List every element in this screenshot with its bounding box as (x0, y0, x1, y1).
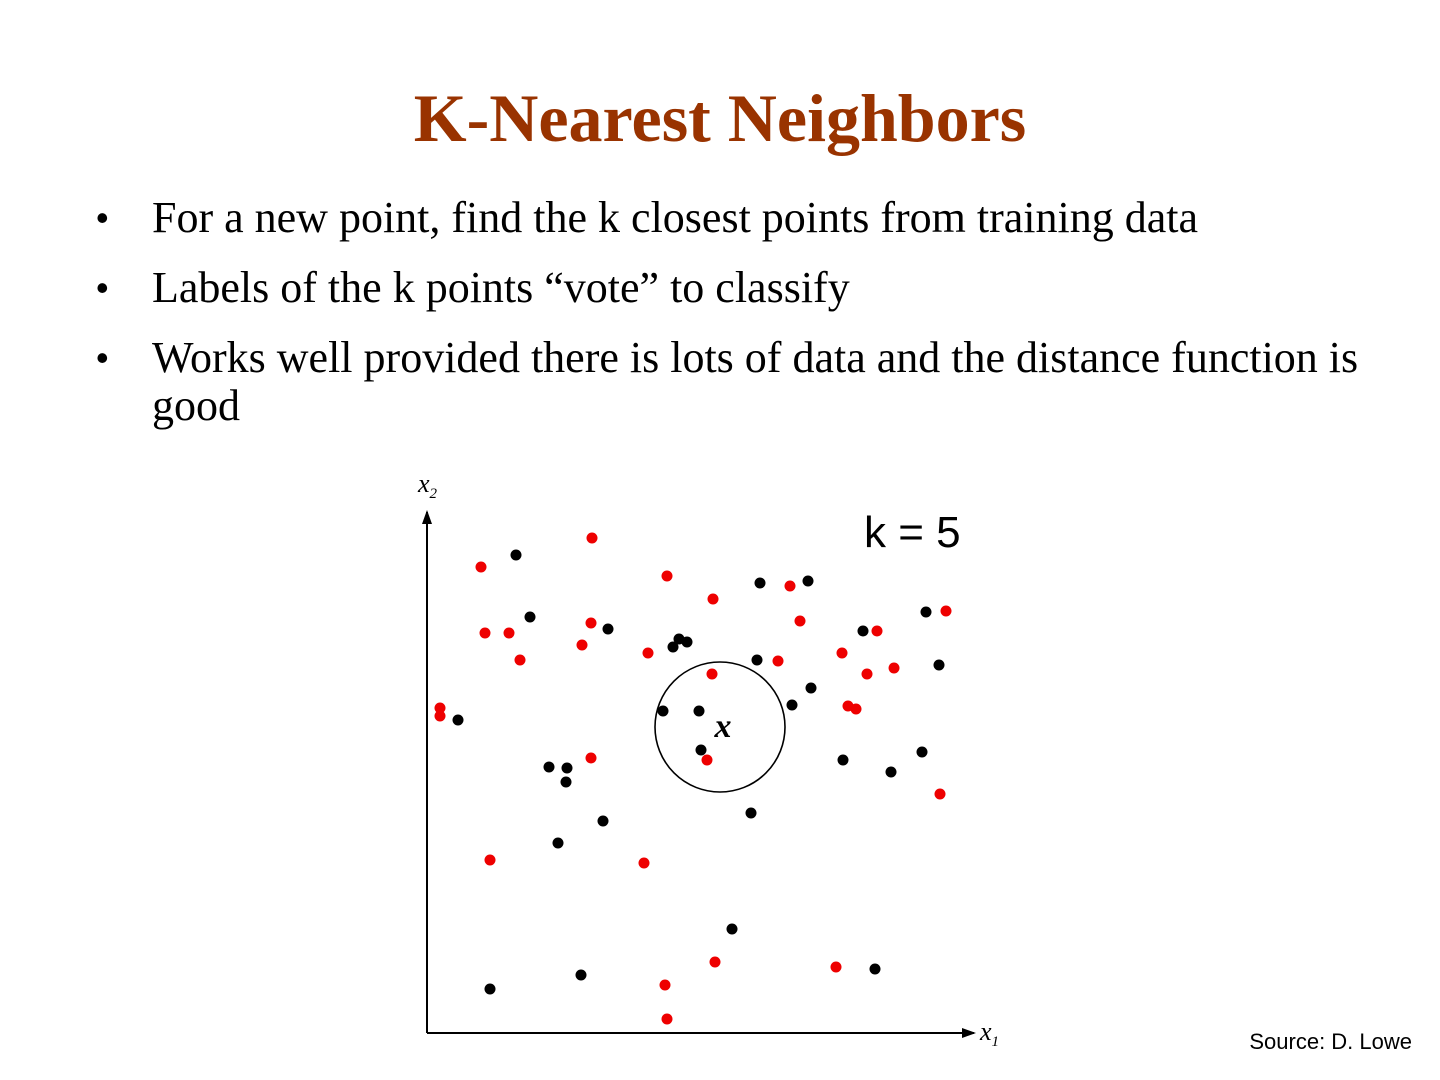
bullet-item (96, 264, 1386, 312)
source-credit: Source: D. Lowe (1249, 1029, 1412, 1054)
red-class-point (831, 962, 842, 973)
black-class-point (755, 578, 766, 589)
black-class-point (696, 745, 707, 756)
red-class-point (662, 571, 673, 582)
red-class-point (504, 628, 515, 639)
black-class-point (886, 767, 897, 778)
red-class-point (935, 789, 946, 800)
red-class-point (837, 648, 848, 659)
black-class-point (603, 624, 614, 635)
red-class-point (889, 663, 900, 674)
bullet-item (96, 334, 1386, 430)
bullet-icon: • (96, 197, 109, 238)
black-class-point (561, 777, 572, 788)
black-class-point (576, 970, 587, 981)
red-class-point (707, 669, 718, 680)
bullet-text: Works well provided there is lots of data and the distance function is good (152, 333, 1359, 430)
black-class-point (921, 607, 932, 618)
black-class-point (787, 700, 798, 711)
red-class-point (577, 640, 588, 651)
red-class-point (586, 753, 597, 764)
red-class-point (485, 855, 496, 866)
k-value-label: k = 5 (864, 508, 961, 557)
black-class-point (870, 964, 881, 975)
black-class-point (934, 660, 945, 671)
bullet-icon: • (96, 267, 109, 308)
red-class-point (862, 669, 873, 680)
black-class-point (746, 808, 757, 819)
red-class-point (435, 711, 446, 722)
y-axis-label: $x_2$ (418, 469, 438, 502)
red-class-point (708, 594, 719, 605)
black-class-point (658, 706, 669, 717)
bullet-text: Labels of the k points “vote” to classify (152, 263, 850, 312)
black-class-point (806, 683, 817, 694)
bullet-icon: • (96, 337, 109, 378)
red-class-point (639, 858, 650, 869)
red-class-point (662, 1014, 673, 1025)
red-class-point (702, 755, 713, 766)
slide-title: K-Nearest Neighbors (413, 80, 1027, 156)
red-class-point (785, 581, 796, 592)
bullet-list (96, 194, 1386, 452)
red-class-point (851, 704, 862, 715)
black-class-point (858, 626, 869, 637)
red-class-point (586, 618, 597, 629)
x-axis-label: $x_1$ (980, 1017, 1000, 1050)
black-class-point (752, 655, 763, 666)
red-class-point (587, 533, 598, 544)
black-class-point (803, 576, 814, 587)
bullet-text: For a new point, find the k closest points from training data (152, 193, 1199, 242)
black-class-point (562, 763, 573, 774)
query-point-label: x (714, 708, 732, 745)
black-class-point (694, 706, 705, 717)
black-class-point (727, 924, 738, 935)
red-class-point (660, 980, 671, 991)
red-class-point (795, 616, 806, 627)
black-class-point (553, 838, 564, 849)
red-class-point (480, 628, 491, 639)
red-class-point (515, 655, 526, 666)
red-class-point (643, 648, 654, 659)
bullet-item (96, 194, 1386, 242)
red-class-point (710, 957, 721, 968)
black-class-point (682, 637, 693, 648)
black-class-point (485, 984, 496, 995)
training-points (435, 533, 952, 1025)
red-class-point (872, 626, 883, 637)
black-class-point (453, 715, 464, 726)
black-class-point (917, 747, 928, 758)
black-class-point (544, 762, 555, 773)
red-class-point (941, 606, 952, 617)
black-class-point (838, 755, 849, 766)
black-class-point (511, 550, 522, 561)
red-class-point (773, 656, 784, 667)
black-class-point (598, 816, 609, 827)
black-class-point (525, 612, 536, 623)
red-class-point (476, 562, 487, 573)
